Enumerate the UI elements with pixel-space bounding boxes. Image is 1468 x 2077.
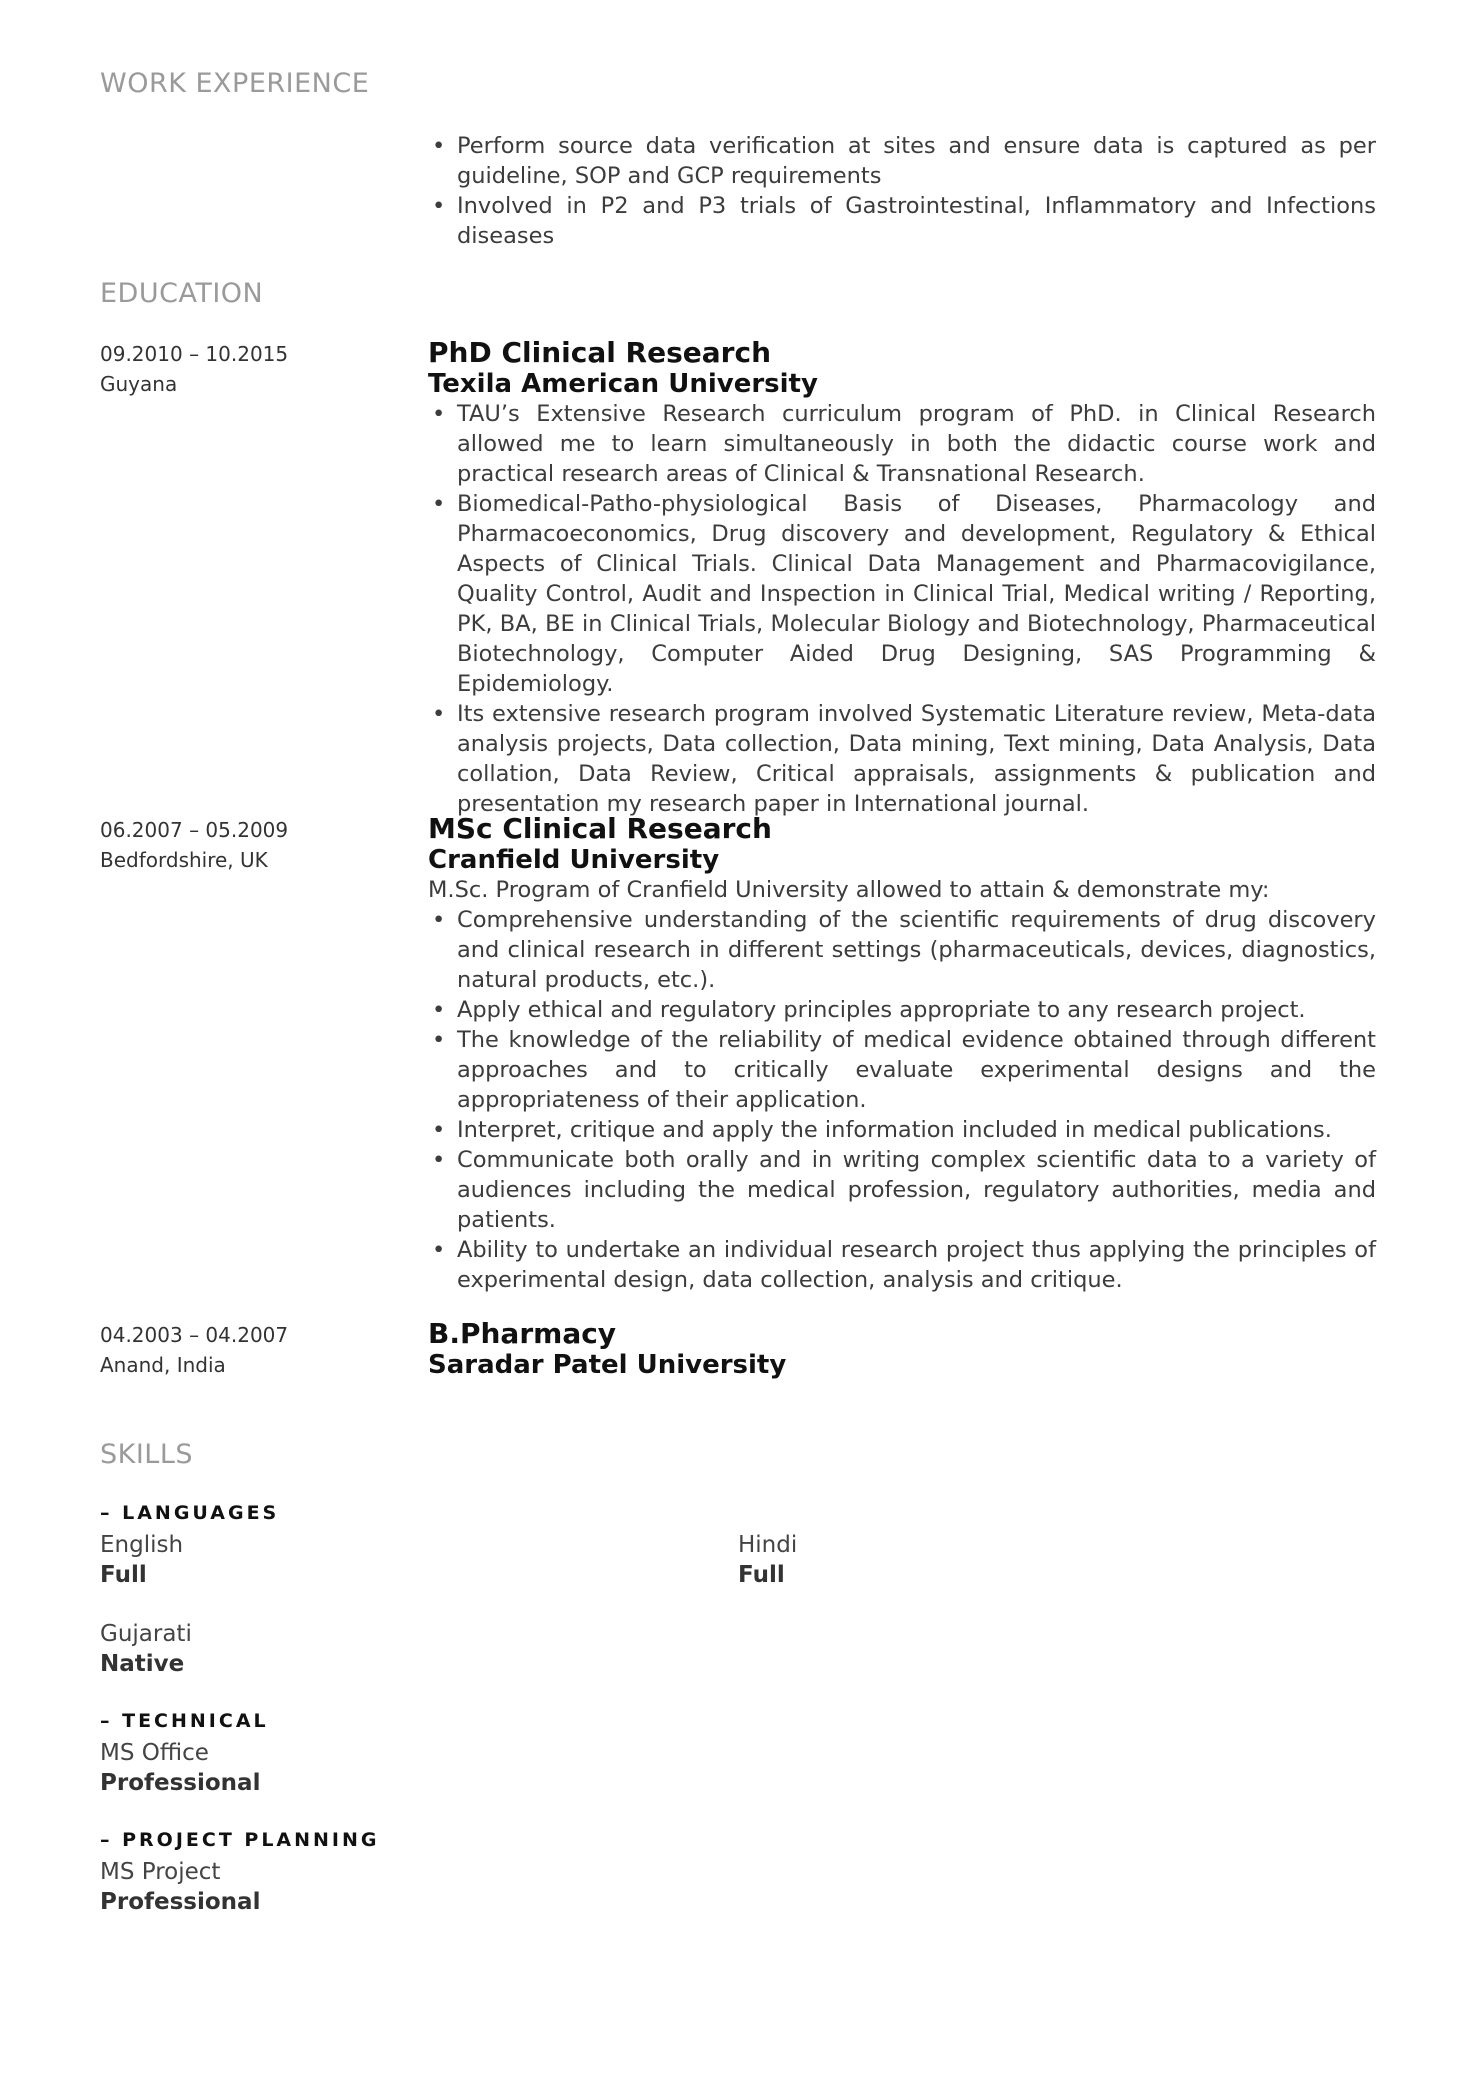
skill-name: Hindi	[738, 1532, 798, 1558]
skill-name: Gujarati	[100, 1621, 192, 1647]
skill-level: Professional	[100, 1770, 261, 1796]
list-item: • Interpret, critique and apply the information included in medical publications.	[428, 1115, 1376, 1145]
education-entry-meta	[100, 339, 400, 399]
work-experience-heading: WORK EXPERIENCE	[100, 68, 370, 99]
skill-category-languages: – LANGUAGES	[100, 1502, 280, 1524]
list-item: • Comprehensive understanding of the scientific requirements of drug discovery and clinical research in different settings (pharmaceuticals, devices, diagnostics, natural products, etc.).	[428, 905, 1376, 995]
education-entry	[428, 337, 1376, 819]
list-item: • Ability to undertake an individual research project thus applying the principles of experimental design, data collection, analysis and critique.	[428, 1235, 1376, 1295]
education-entry	[428, 1318, 1376, 1380]
school-name: Texila American University	[428, 369, 818, 399]
skill-name: MS Project	[100, 1859, 221, 1885]
education-heading: EDUCATION	[100, 278, 264, 309]
education-location: Guyana	[100, 372, 178, 396]
education-location: Bedfordshire, UK	[100, 848, 268, 872]
education-dates: 06.2007 – 05.2009	[100, 818, 289, 842]
education-location: Anand, India	[100, 1353, 226, 1377]
work-experience-bullets	[428, 131, 1376, 251]
skill-level: Native	[100, 1651, 185, 1677]
education-dates: 04.2003 – 04.2007	[100, 1323, 289, 1347]
skill-level: Professional	[100, 1889, 261, 1915]
degree-title: PhD Clinical Research	[428, 336, 771, 369]
list-item: • Communicate both orally and in writing complex scientific data to a variety of audiences including the medical profession, regulatory authorities, media and patients.	[428, 1145, 1376, 1235]
list-item: • Biomedical-Patho-physiological Basis of Diseases, Pharmacology and Pharmacoeconomics, Drug discovery and development, Regulatory & Ethical Aspects of Clinical Trials. Clinical Data Management and Pharmacovigilance, Quality Control, Audit and Inspection in Clinical Trial, Medical writing / Reporting, PK, BA, BE in Clinical Trials, Molecular Biology and Biotechnology, Pharmaceutical Biotechnology, Computer Aided Drug Designing, SAS Programming & Epidemiology.	[428, 489, 1376, 699]
skills-heading: SKILLS	[100, 1439, 194, 1470]
skill-category-project-planning: – PROJECT PLANNING	[100, 1829, 380, 1851]
degree-title: MSc Clinical Research	[428, 812, 772, 845]
education-entry	[428, 813, 1376, 1295]
education-entry-meta	[100, 815, 400, 875]
list-item: • Apply ethical and regulatory principles appropriate to any research project.	[428, 995, 1376, 1025]
education-bullets	[428, 905, 1376, 1295]
education-dates: 09.2010 – 10.2015	[100, 342, 289, 366]
skill-item	[100, 1857, 260, 1917]
degree-title: B.Pharmacy	[428, 1317, 617, 1350]
list-item: • Involved in P2 and P3 trials of Gastrointestinal, Inflammatory and Infections diseases	[428, 191, 1376, 251]
skill-item	[100, 1738, 260, 1798]
skill-category-technical: – TECHNICAL	[100, 1710, 269, 1732]
skill-item	[738, 1530, 797, 1590]
skill-level: Full	[100, 1562, 147, 1588]
skill-name: English	[100, 1532, 184, 1558]
skill-item	[100, 1619, 192, 1679]
school-name: Saradar Patel University	[428, 1350, 787, 1380]
skill-name: MS Office	[100, 1740, 209, 1766]
list-item: • TAU’s Extensive Research curriculum program of PhD. in Clinical Research allowed me to learn simultaneously in both the didactic course work and practical research areas of Clinical & Transnational Research.	[428, 399, 1376, 489]
skill-item	[100, 1530, 183, 1590]
skill-level: Full	[738, 1562, 785, 1588]
list-item: • The knowledge of the reliability of medical evidence obtained through different approaches and to critically evaluate experimental designs and the appropriateness of their application.	[428, 1025, 1376, 1115]
education-bullets	[428, 399, 1376, 819]
work-experience-block	[428, 131, 1376, 251]
list-item: • Perform source data verification at sites and ensure data is captured as per guideline, SOP and GCP requirements	[428, 131, 1376, 191]
program-intro: M.Sc. Program of Cranfield University allowed to attain & demonstrate my:	[428, 877, 1270, 903]
list-item: • Its extensive research program involved Systematic Literature review, Meta-data analysis projects, Data collection, Data mining, Text mining, Data Analysis, Data collation, Data Review, Critical appraisals, assignments & publication and presentation my research paper in International journal.	[428, 699, 1376, 819]
education-entry-meta	[100, 1320, 400, 1380]
school-name: Cranfield University	[428, 845, 720, 875]
